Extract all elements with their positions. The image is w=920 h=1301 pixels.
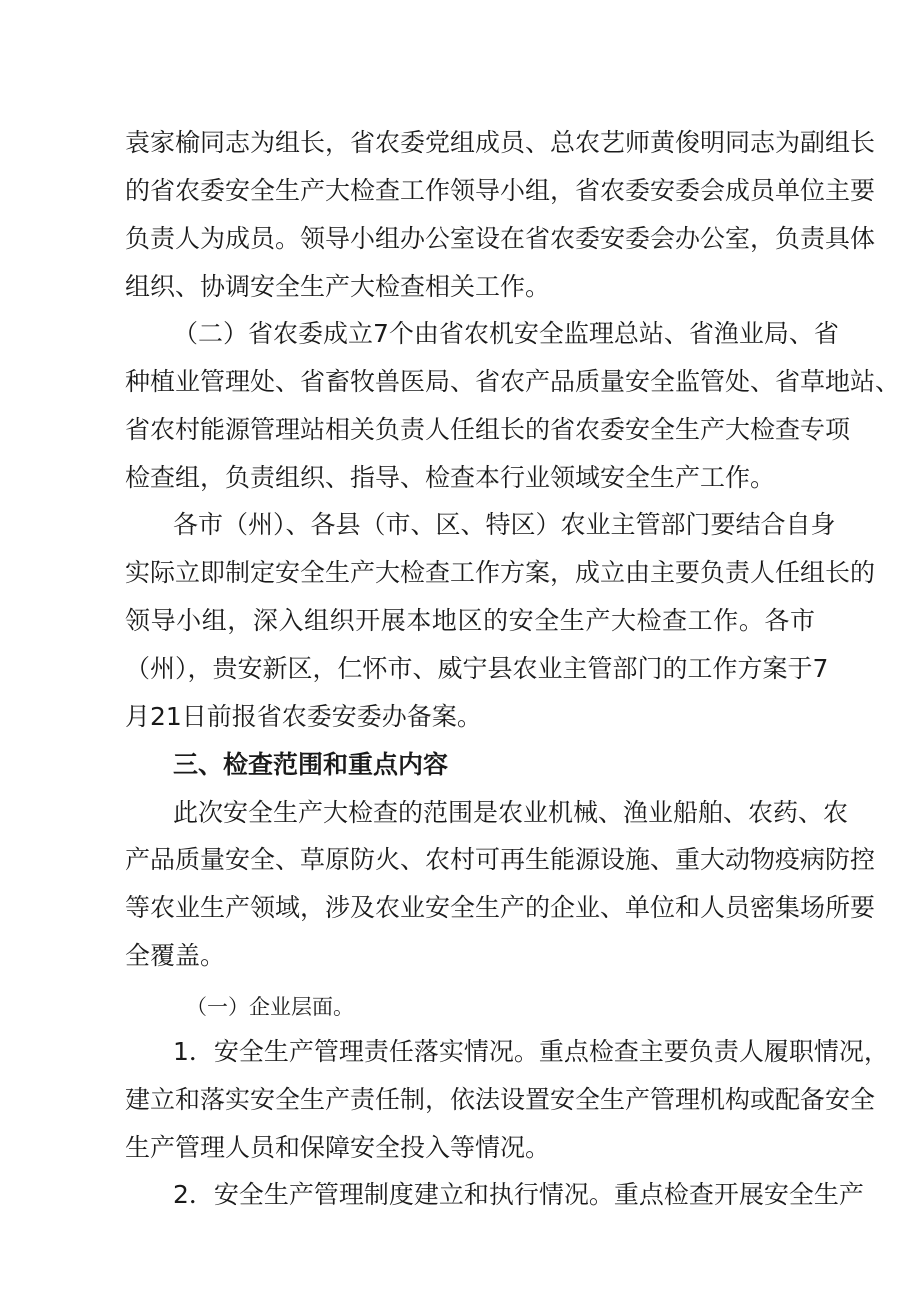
section-heading: 三、检查范围和重点内容 [173, 750, 449, 779]
paragraph-line: 月21日前报省农委安委办备案。 [125, 702, 482, 731]
paragraph-line: 各市（州）、各县（市、区、特区）农业主管部门要结合自身 [173, 510, 836, 539]
paragraph-line: 的省农委安全生产大检查工作领导小组，省农委安委会成员单位主要 [125, 176, 876, 205]
paragraph-line: 建立和落实安全生产责任制，依法设置安全生产管理机构或配备安全 [125, 1085, 876, 1114]
paragraph-line: 2．安全生产管理制度建立和执行情况。重点检查开展安全生产 [173, 1180, 864, 1209]
paragraph-line: 生产管理人员和保障安全投入等情况。 [125, 1133, 551, 1162]
paragraph-line: （州），贵安新区，仁怀市、威宁县农业主管部门的工作方案于7 [125, 654, 829, 683]
paragraph-line: 等农业生产领域，涉及农业安全生产的企业、单位和人员密集场所要 [125, 893, 876, 922]
paragraph-line: 袁家榆同志为组长，省农委党组成员、总农艺师黄俊明同志为副组长 [125, 128, 876, 157]
paragraph-line: 组织、协调安全生产大检查相关工作。 [125, 272, 551, 301]
paragraph-line: 此次安全生产大检查的范围是农业机械、渔业船舶、农药、农 [173, 798, 849, 827]
subsection-heading: （一）企业层面。 [186, 995, 354, 1019]
paragraph-line: 全覆盖。 [125, 941, 226, 970]
paragraph-line: 负责人为成员。领导小组办公室设在省农委安委会办公室，负责具体 [125, 224, 876, 253]
paragraph-line: 检查组，负责组织、指导、检查本行业领域安全生产工作。 [125, 463, 776, 492]
paragraph-line: 种植业管理处、省畜牧兽医局、省农产品质量安全监管处、省草地站、 [125, 367, 901, 396]
paragraph-line: （二）省农委成立7个由省农机安全监理总站、省渔业局、省 [173, 319, 839, 348]
paragraph-line: 1．安全生产管理责任落实情况。重点检查主要负责人履职情况， [173, 1037, 889, 1066]
paragraph-line: 省农村能源管理站相关负责人任组长的省农委安全生产大检查专项 [125, 415, 851, 444]
paragraph-line: 领导小组，深入组织开展本地区的安全生产大检查工作。各市 [125, 606, 815, 635]
paragraph-line: 实际立即制定安全生产大检查工作方案，成立由主要负责人任组长的 [125, 558, 876, 587]
paragraph-line: 产品质量安全、草原防火、农村可再生能源设施、重大动物疫病防控 [125, 845, 876, 874]
